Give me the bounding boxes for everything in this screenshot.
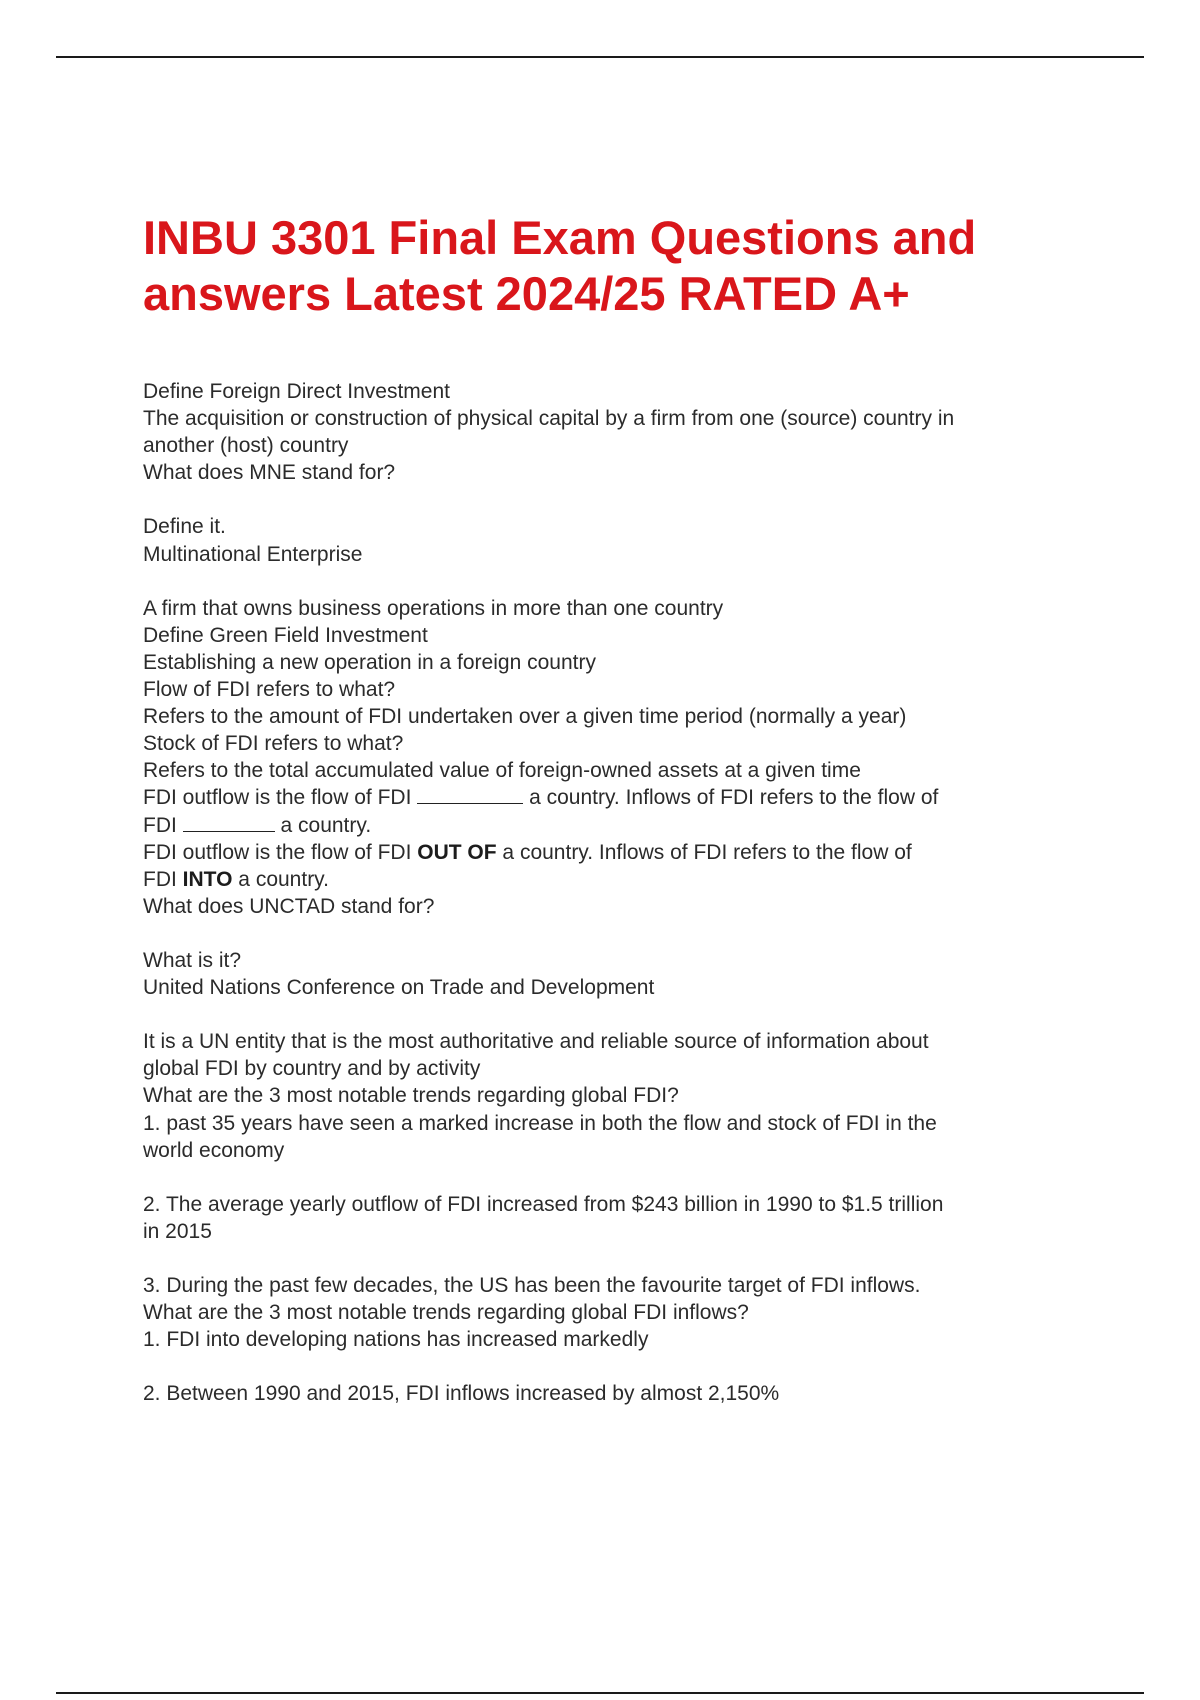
answer-text: United Nations Conference on Trade and Development	[143, 976, 655, 1000]
answer-text: global FDI by country and by activity	[143, 1057, 481, 1081]
paragraph-gap	[143, 568, 1083, 595]
answer-fragment: FDI	[143, 867, 183, 891]
title-line-1: INBU 3301 Final Exam Questions and	[143, 211, 977, 264]
question-fragment: a country. Inflows of FDI refers to the flow of	[523, 786, 939, 810]
answer-text: Multinational Enterprise	[143, 542, 363, 566]
question-text: Define Foreign Direct Investment	[143, 380, 450, 403]
answer-text: 3. During the past few decades, the US has been the favourite target of FDI inflows.	[143, 1274, 921, 1298]
question-fragment: FDI outflow is the flow of FDI	[143, 786, 418, 810]
answer-text: Establishing a new operation in a foreign country	[143, 650, 596, 674]
paragraph-gap	[143, 486, 1083, 513]
fill-in-answer	[143, 839, 1083, 866]
document-title	[143, 210, 1073, 322]
answer-bold-term: OUT OF	[417, 840, 497, 864]
paragraph-gap	[143, 1164, 1083, 1191]
answer-fragment: FDI outflow is the flow of FDI	[143, 840, 418, 864]
answer-text: Refers to the amount of FDI undertaken over a given time period (normally a year)	[143, 705, 907, 729]
question-fragment: a country.	[274, 813, 372, 837]
answer-fragment: a country. Inflows of FDI refers to the flow of	[496, 840, 912, 864]
paragraph-gap	[143, 1353, 1083, 1380]
question-text: Define Green Field Investment	[143, 623, 428, 647]
title-line-2: answers Latest 2024/25 RATED A+	[143, 267, 910, 320]
paragraph-gap	[143, 920, 1083, 947]
answer-text: in 2015	[143, 1219, 212, 1243]
question-text: Flow of FDI refers to what?	[143, 678, 396, 702]
answer-text: 2. Between 1990 and 2015, FDI inflows increased by almost 2,150%	[143, 1382, 780, 1406]
answer-fragment: a country.	[232, 867, 329, 891]
answer-text: The acquisition or construction of physical capital by a firm from one (source) country in	[143, 407, 955, 431]
question-text: Define it.	[143, 515, 226, 539]
fill-in-question	[143, 812, 1083, 839]
answer-text: 1. FDI into developing nations has increased markedly	[143, 1328, 649, 1352]
answer-text: 1. past 35 years have seen a marked increase in both the flow and stock of FDI in the	[143, 1111, 937, 1135]
header-rule	[56, 56, 1144, 58]
question-text: What does UNCTAD stand for?	[143, 894, 435, 918]
question-text: What are the 3 most notable trends regarding global FDI?	[143, 1084, 679, 1108]
paragraph-gap	[143, 1245, 1083, 1272]
question-text: What are the 3 most notable trends regarding global FDI inflows?	[143, 1301, 749, 1325]
question-text: What is it?	[143, 948, 242, 972]
question-text: Stock of FDI refers to what?	[143, 732, 404, 756]
question-fragment: FDI	[143, 813, 183, 837]
answer-text: Refers to the total accumulated value of foreign-owned assets at a given time	[143, 759, 861, 783]
question-text: What does MNE stand for?	[143, 461, 396, 485]
answer-bold-term: INTO	[182, 867, 233, 891]
answer-text: another (host) country	[143, 434, 349, 458]
answer-text: 2. The average yearly outflow of FDI increased from $243 billion in 1990 to $1.5 trillion	[143, 1192, 944, 1216]
answer-blank	[183, 830, 275, 832]
document-body	[143, 378, 1083, 1408]
answer-text: A firm that owns business operations in more than one country	[143, 596, 724, 620]
footer-rule	[56, 1692, 1144, 1694]
answer-blank	[417, 802, 523, 804]
answer-text: It is a UN entity that is the most authoritative and reliable source of information about	[143, 1030, 929, 1054]
fill-in-answer	[143, 866, 1083, 893]
answer-text: world economy	[143, 1138, 285, 1162]
fill-in-question	[143, 784, 1083, 811]
paragraph-gap	[143, 1001, 1083, 1028]
